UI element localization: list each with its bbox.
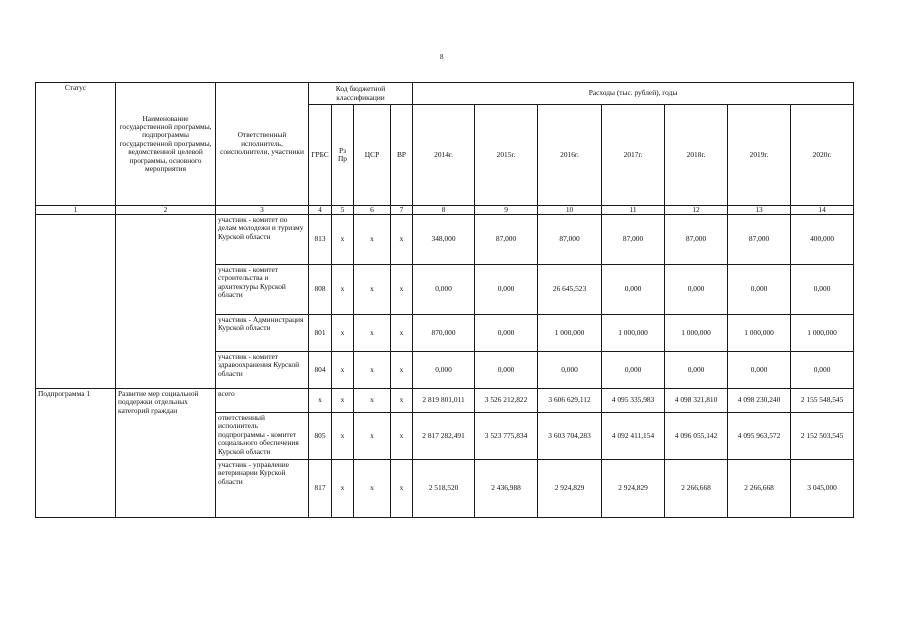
column-number: 6 xyxy=(354,206,391,215)
header-grbs: ГРБС xyxy=(309,105,332,206)
value-cell: 4 095 963,572 xyxy=(728,413,791,460)
header-year: 2014г. xyxy=(413,105,475,206)
column-number-row xyxy=(36,206,854,215)
value-cell: 0,000 xyxy=(728,265,791,315)
rzpr-cell: х xyxy=(332,389,354,413)
rzpr-cell: х xyxy=(332,413,354,460)
value-cell: 0,000 xyxy=(728,352,791,389)
table-body xyxy=(36,215,854,518)
value-cell: 1 000,000 xyxy=(602,315,665,352)
header-name: Наименование государственной программы, подпрограммы государственной программы, ведомственной целевой программы, основного мероприятия xyxy=(116,83,216,206)
status-cell: Подпрограмма 1 xyxy=(36,389,116,518)
value-cell: 0,000 xyxy=(475,352,538,389)
column-number: 5 xyxy=(332,206,354,215)
value-cell: 3 526 212,822 xyxy=(475,389,538,413)
value-cell: 2 266,668 xyxy=(665,460,728,518)
value-cell: 87,000 xyxy=(538,215,602,265)
column-number: 1 xyxy=(36,206,116,215)
rzpr-cell: х xyxy=(332,215,354,265)
value-cell: 87,000 xyxy=(602,215,665,265)
column-number: 10 xyxy=(538,206,602,215)
name-cell: Развитие мер социальной поддержки отдельных категорий граждан xyxy=(116,389,216,518)
header-expenses: Расходы (тыс. рублей), годы xyxy=(413,83,854,105)
value-cell: 0,000 xyxy=(413,265,475,315)
value-cell: 3 606 629,112 xyxy=(538,389,602,413)
value-cell: 2 155 548,545 xyxy=(791,389,854,413)
executor-cell: участник - комитет здравоохранения Курской области xyxy=(216,352,309,389)
rzpr-cell: х xyxy=(332,315,354,352)
vr-cell: х xyxy=(391,413,413,460)
column-number: 14 xyxy=(791,206,854,215)
value-cell: 4 096 055,142 xyxy=(665,413,728,460)
value-cell: 0,000 xyxy=(602,265,665,315)
table-row xyxy=(36,215,854,265)
vr-cell: х xyxy=(391,265,413,315)
page-number: 8 xyxy=(440,53,444,61)
budget-table xyxy=(35,82,854,518)
value-cell: 4 095 335,983 xyxy=(602,389,665,413)
column-number: 13 xyxy=(728,206,791,215)
grbs-cell: 808 xyxy=(309,265,332,315)
value-cell: 1 000,000 xyxy=(538,315,602,352)
value-cell: 2 152 503,545 xyxy=(791,413,854,460)
csr-cell: х xyxy=(354,215,391,265)
grbs-cell: 805 xyxy=(309,413,332,460)
executor-cell: участник - управление ветеринарии Курской области xyxy=(216,460,309,518)
value-cell: 0,000 xyxy=(475,315,538,352)
grbs-cell: х xyxy=(309,389,332,413)
column-number: 8 xyxy=(413,206,475,215)
value-cell: 2 924,829 xyxy=(602,460,665,518)
header-year: 2018г. xyxy=(665,105,728,206)
value-cell: 1 000,000 xyxy=(665,315,728,352)
csr-cell: х xyxy=(354,352,391,389)
executor-cell: всего xyxy=(216,389,309,413)
header-executor: Ответственный исполнитель, соисполнители, участники xyxy=(216,83,309,206)
vr-cell: х xyxy=(391,215,413,265)
csr-cell: х xyxy=(354,460,391,518)
column-number: 9 xyxy=(475,206,538,215)
csr-cell: х xyxy=(354,389,391,413)
header-year: 2017г. xyxy=(602,105,665,206)
value-cell: 87,000 xyxy=(728,215,791,265)
header-status: Статус xyxy=(36,83,116,206)
value-cell: 0,000 xyxy=(602,352,665,389)
header-year: 2015г. xyxy=(475,105,538,206)
value-cell: 2 819 801,011 xyxy=(413,389,475,413)
value-cell: 4 098 321,810 xyxy=(665,389,728,413)
value-cell: 3 045,000 xyxy=(791,460,854,518)
value-cell: 348,000 xyxy=(413,215,475,265)
executor-cell: участник - Администрация Курской области xyxy=(216,315,309,352)
vr-cell: х xyxy=(391,315,413,352)
value-cell: 0,000 xyxy=(665,352,728,389)
value-cell: 4 092 411,154 xyxy=(602,413,665,460)
value-cell: 4 098 230,240 xyxy=(728,389,791,413)
header-rzpr: Рз Пр xyxy=(332,105,354,206)
rzpr-cell: х xyxy=(332,352,354,389)
grbs-cell: 801 xyxy=(309,315,332,352)
value-cell: 26 645,523 xyxy=(538,265,602,315)
header-budget-code: Код бюджетной классификации xyxy=(309,83,413,105)
value-cell: 1 000,000 xyxy=(728,315,791,352)
value-cell: 87,000 xyxy=(475,215,538,265)
csr-cell: х xyxy=(354,413,391,460)
value-cell: 0,000 xyxy=(791,265,854,315)
column-number: 12 xyxy=(665,206,728,215)
value-cell: 3 603 704,283 xyxy=(538,413,602,460)
grbs-cell: 813 xyxy=(309,215,332,265)
value-cell: 870,000 xyxy=(413,315,475,352)
header-year: 2016г. xyxy=(538,105,602,206)
value-cell: 2 436,988 xyxy=(475,460,538,518)
value-cell: 2 817 282,491 xyxy=(413,413,475,460)
value-cell: 0,000 xyxy=(538,352,602,389)
column-number: 11 xyxy=(602,206,665,215)
value-cell: 2 266,668 xyxy=(728,460,791,518)
csr-cell: х xyxy=(354,315,391,352)
executor-cell: участник - комитет строительства и архитектуры Курской области xyxy=(216,265,309,315)
executor-cell: ответственный исполнитель подпрограммы - комитет социального обеспечения Курской области xyxy=(216,413,309,460)
value-cell: 1 000,000 xyxy=(791,315,854,352)
header-csr: ЦСР xyxy=(354,105,391,206)
vr-cell: х xyxy=(391,460,413,518)
value-cell: 87,000 xyxy=(665,215,728,265)
csr-cell: х xyxy=(354,265,391,315)
table-header xyxy=(36,83,854,215)
rzpr-cell: х xyxy=(332,460,354,518)
value-cell: 0,000 xyxy=(413,352,475,389)
header-year: 2019г. xyxy=(728,105,791,206)
rzpr-cell: х xyxy=(332,265,354,315)
status-cell xyxy=(36,215,116,389)
value-cell: 2 518,520 xyxy=(413,460,475,518)
column-number: 4 xyxy=(309,206,332,215)
name-cell xyxy=(116,215,216,389)
header-vr: ВР xyxy=(391,105,413,206)
executor-cell: участник - комитет по делам молодежи и туризму Курской области xyxy=(216,215,309,265)
vr-cell: х xyxy=(391,352,413,389)
column-number: 7 xyxy=(391,206,413,215)
value-cell: 0,000 xyxy=(791,352,854,389)
header-year: 2020г. xyxy=(791,105,854,206)
column-number: 2 xyxy=(116,206,216,215)
column-number: 3 xyxy=(216,206,309,215)
table-row xyxy=(36,389,854,413)
value-cell: 0,000 xyxy=(665,265,728,315)
vr-cell: х xyxy=(391,389,413,413)
value-cell: 2 924,829 xyxy=(538,460,602,518)
value-cell: 400,000 xyxy=(791,215,854,265)
grbs-cell: 817 xyxy=(309,460,332,518)
value-cell: 3 523 775,834 xyxy=(475,413,538,460)
value-cell: 0,000 xyxy=(475,265,538,315)
grbs-cell: 804 xyxy=(309,352,332,389)
